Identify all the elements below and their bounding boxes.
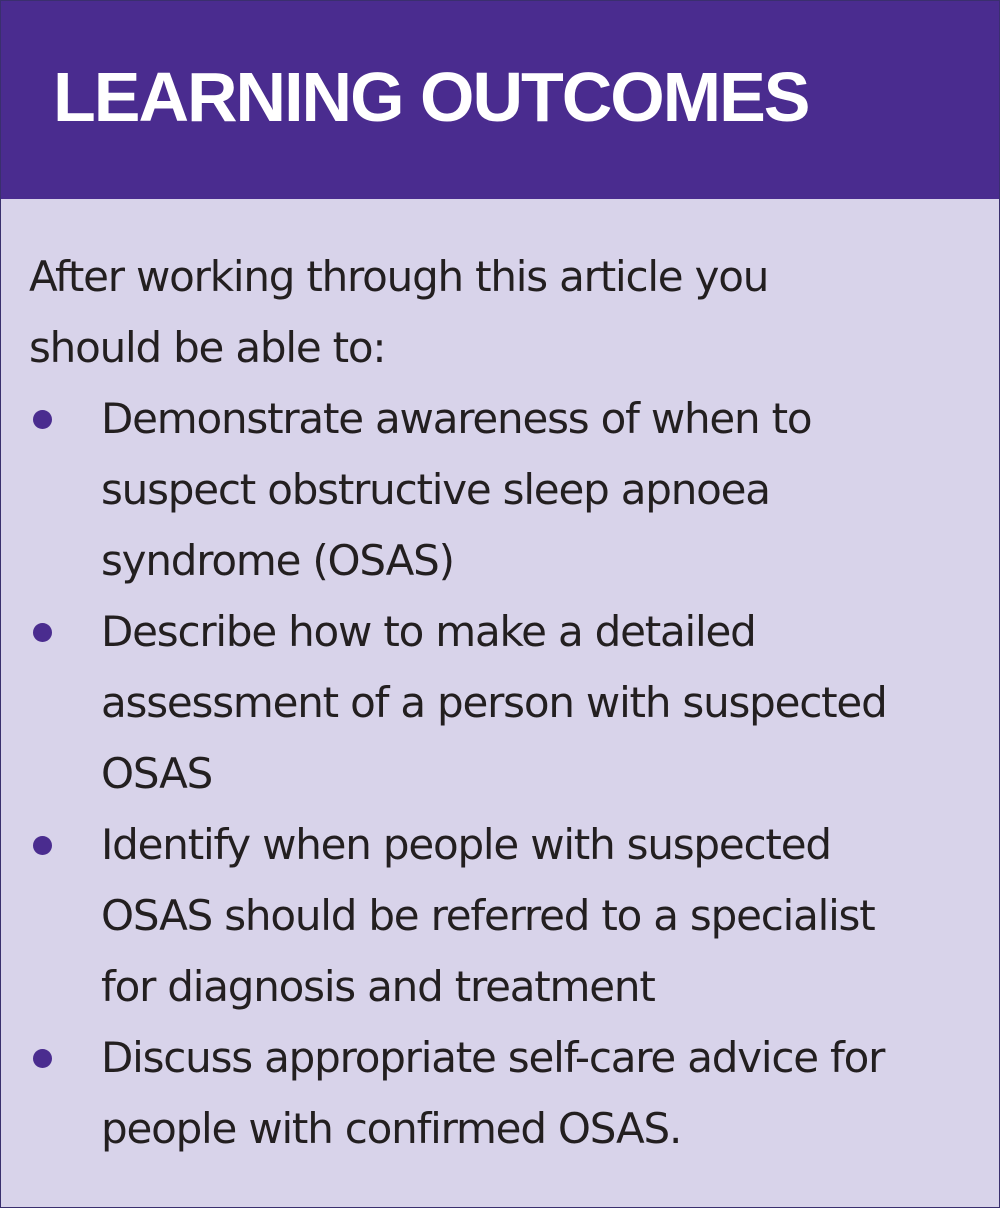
box-title: LEARNING OUTCOMES bbox=[53, 58, 809, 136]
outcome-line: people with confirmed OSAS. bbox=[101, 1104, 682, 1153]
bullet-icon bbox=[33, 623, 52, 642]
outcome-line: OSAS should be referred to a specialist bbox=[101, 891, 875, 940]
outcome-line: syndrome (OSAS) bbox=[101, 536, 454, 585]
intro-text bbox=[29, 241, 979, 383]
outcome-line: suspect obstructive sleep apnoea bbox=[101, 465, 770, 514]
bullet-icon bbox=[33, 836, 52, 855]
outcome-item bbox=[29, 383, 979, 596]
outcome-item bbox=[29, 809, 979, 1022]
outcome-line: Demonstrate awareness of when to bbox=[101, 394, 812, 443]
bullet-icon bbox=[33, 410, 52, 429]
outcome-line: Describe how to make a detailed bbox=[101, 607, 756, 656]
outcome-line: Discuss appropriate self-care advice for bbox=[101, 1033, 885, 1082]
outcome-line: for diagnosis and treatment bbox=[101, 962, 655, 1011]
outcome-item bbox=[29, 596, 979, 809]
box-content bbox=[29, 241, 979, 1164]
intro-line: After working through this article you bbox=[29, 252, 769, 301]
header-band bbox=[1, 1, 999, 199]
outcome-item bbox=[29, 1022, 979, 1164]
outcome-line: Identify when people with suspected bbox=[101, 820, 831, 869]
outcome-line: OSAS bbox=[101, 749, 213, 798]
intro-line: should be able to: bbox=[29, 323, 386, 372]
outcome-line: assessment of a person with suspected bbox=[101, 678, 887, 727]
bullet-icon bbox=[33, 1049, 52, 1068]
outcomes-list bbox=[29, 383, 979, 1164]
